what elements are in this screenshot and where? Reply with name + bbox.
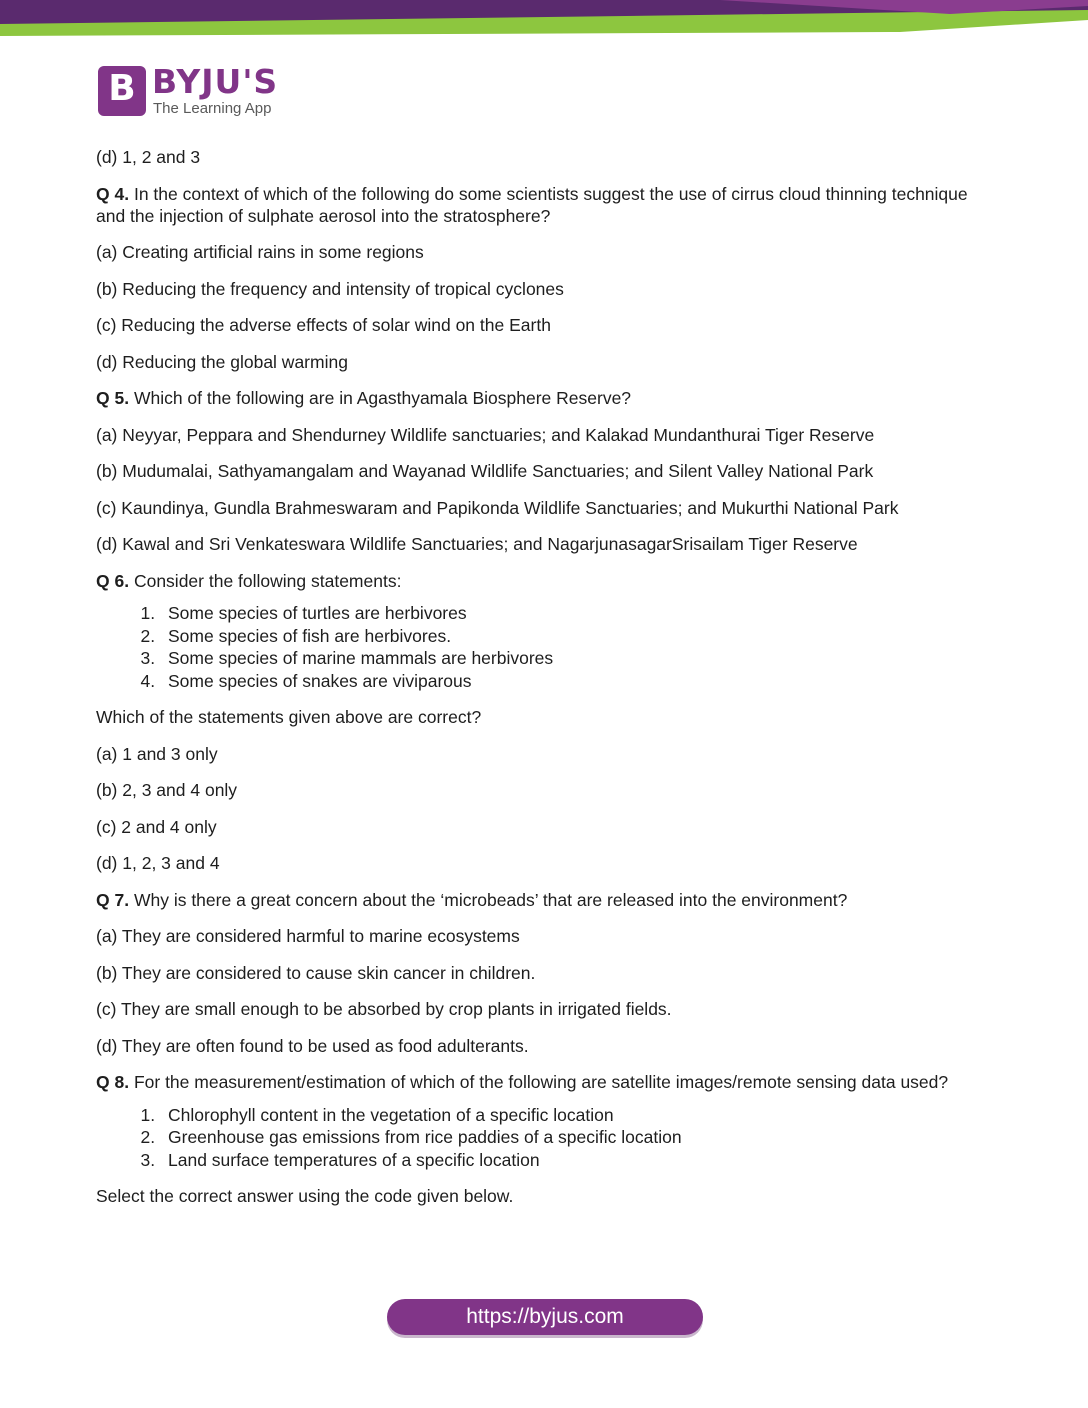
- question-4: [96, 183, 996, 227]
- carryover-option: (d) 1, 2 and 3: [96, 147, 201, 167]
- statement-item: 1. Some species of turtles are herbivores: [160, 602, 996, 625]
- footer-url-link[interactable]: https://byjus.com: [387, 1299, 703, 1335]
- q4-option-c: (c) Reducing the adverse effects of solar wind on the Earth: [96, 315, 551, 335]
- question-7: [96, 889, 996, 911]
- q5-option-c: (c) Kaundinya, Gundla Brahmeswaram and Papikonda Wildlife Sanctuaries; and Mukurthi National Park: [96, 497, 899, 518]
- q5-option-d: (d) Kawal and Sri Venkateswara Wildlife Sanctuaries; and NagarjunasagarSrisailam Tiger Reserve: [96, 534, 858, 554]
- statement-item: 4. Some species of snakes are viviparous: [160, 670, 996, 693]
- statement-item: 2. Some species of fish are herbivores.: [160, 625, 996, 648]
- statement-item: 2. Greenhouse gas emissions from rice paddies of a specific location: [160, 1126, 996, 1149]
- logo-mark: [98, 66, 146, 116]
- question-number: Q 8.: [96, 1072, 130, 1092]
- logo-letter: B: [108, 68, 136, 109]
- q4-option-a: (a) Creating artificial rains in some regions: [96, 242, 424, 262]
- q6-prompt: Which of the statements given above are correct?: [96, 707, 482, 727]
- question-5: [96, 387, 996, 409]
- logo-tagline: The Learning App: [153, 100, 272, 117]
- header-band: [0, 0, 1088, 40]
- q7-option-a: (a) They are considered harmful to marine ecosystems: [96, 926, 520, 946]
- question-6: [96, 570, 996, 592]
- question-content: [96, 146, 996, 1222]
- q8-prompt: Select the correct answer using the code given below.: [96, 1186, 514, 1206]
- statement-item: 3. Land surface temperatures of a specific location: [160, 1149, 996, 1172]
- q6-option-c: (c) 2 and 4 only: [96, 816, 217, 837]
- question-8: [96, 1071, 996, 1093]
- q7-option-d: (d) They are often found to be used as food adulterants.: [96, 1035, 529, 1056]
- q6-option-d: (d) 1, 2, 3 and 4: [96, 853, 220, 873]
- q4-option-d: (d) Reducing the global warming: [96, 351, 348, 372]
- q7-option-c: (c) They are small enough to be absorbed by crop plants in irrigated fields.: [96, 999, 672, 1019]
- statement-item: 1. Chlorophyll content in the vegetation of a specific location: [160, 1104, 996, 1127]
- byjus-logo: [98, 62, 298, 122]
- q7-option-b: (b) They are considered to cause skin cancer in children.: [96, 962, 536, 983]
- question-number: Q 6.: [96, 570, 130, 591]
- question-text: Consider the following statements:: [133, 570, 402, 591]
- q8-statement-list: [96, 1104, 996, 1172]
- question-text: Which of the following are in Agasthyamala Biosphere Reserve?: [133, 388, 632, 408]
- q5-option-a: (a) Neyyar, Peppara and Shendurney Wildlife sanctuaries; and Kalakad Mundanthurai Tiger Reserve: [96, 424, 875, 445]
- question-text: For the measurement/estimation of which of the following are satellite images/remote sensing data used?: [133, 1072, 949, 1092]
- q6-option-a: (a) 1 and 3 only: [96, 743, 218, 764]
- q4-option-b: (b) Reducing the frequency and intensity of tropical cyclones: [96, 278, 564, 299]
- statement-item: 3. Some species of marine mammals are herbivores: [160, 647, 996, 670]
- q6-statement-list: [96, 602, 996, 692]
- question-number: Q 5.: [96, 388, 130, 408]
- logo-wordmark: BYJU'S: [152, 62, 279, 101]
- question-number: Q 7.: [96, 889, 130, 910]
- question-text: Why is there a great concern about the ‘microbeads’ that are released into the environment?: [133, 889, 848, 910]
- q6-option-b: (b) 2, 3 and 4 only: [96, 780, 238, 800]
- q5-option-b: (b) Mudumalai, Sathyamangalam and Wayanad Wildlife Sanctuaries; and Silent Valley National Park: [96, 461, 874, 481]
- question-text: In the context of which of the following do some scientists suggest the use of cirrus cloud thinning technique and the injection of sulphate aerosol into the stratosphere?: [96, 183, 968, 226]
- question-number: Q 4.: [96, 183, 130, 204]
